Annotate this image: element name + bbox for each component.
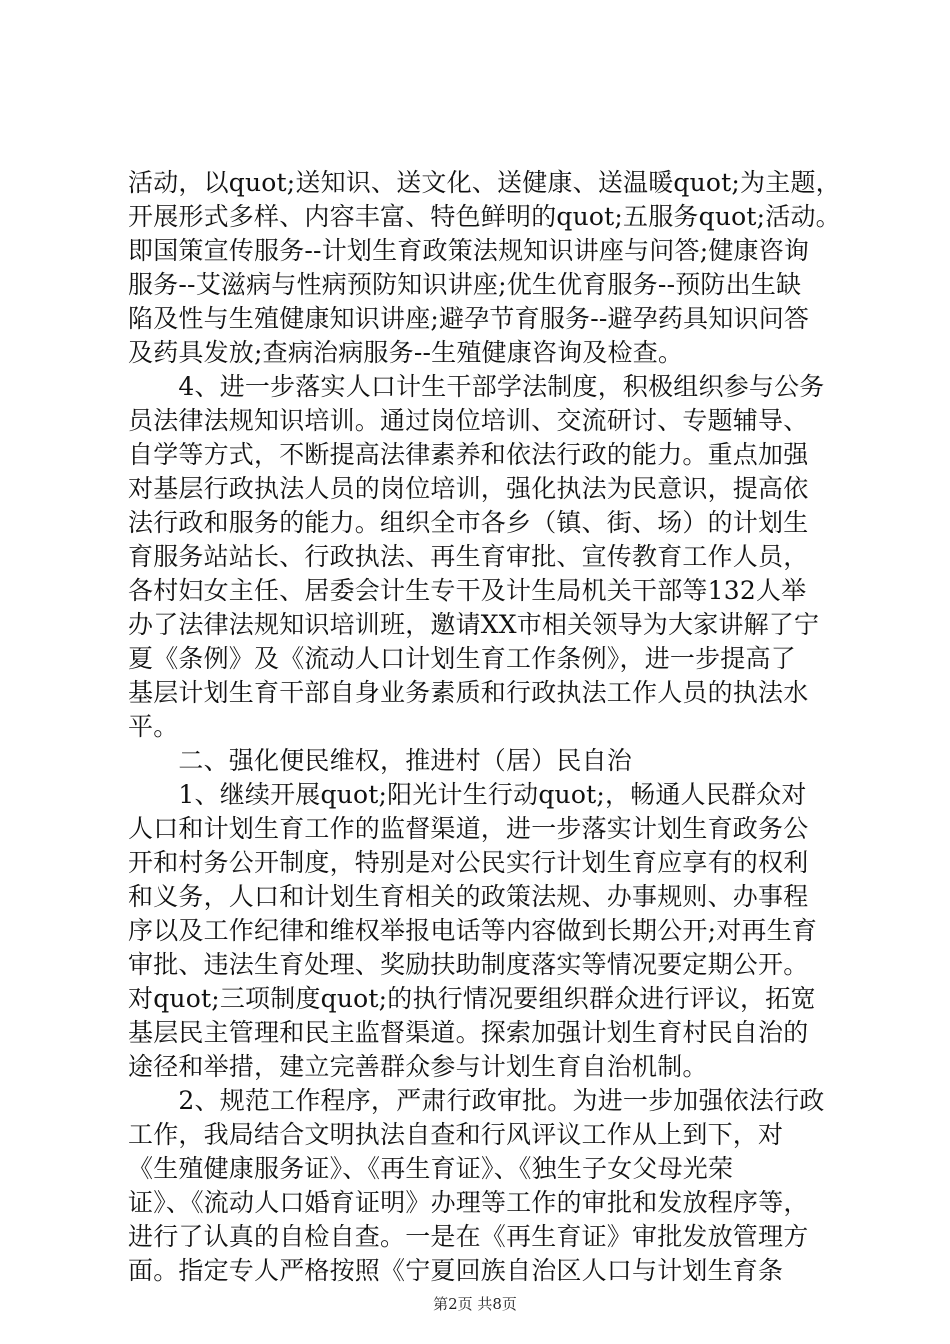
text-line: 基层计划生育干部自身业务素质和行政执法工作人员的执法水 xyxy=(128,678,809,707)
section-heading: 二、强化便民维权，推进村（居）民自治 xyxy=(128,746,633,775)
text-line: 人口和计划生育工作的监督渠道，进一步落实计划生育政务公 xyxy=(128,814,809,843)
text-line: 进行了认真的自检自查。一是在《再生育证》审批发放管理方 xyxy=(128,1222,809,1251)
document-body xyxy=(128,166,841,1288)
text-line: 2、规范工作程序，严肃行政审批。为进一步加强依法行政 xyxy=(128,1086,825,1115)
text-line: 各村妇女主任、居委会计生专干及计生局机关干部等132人举 xyxy=(128,576,807,605)
text-line: 即国策宣传服务--计划生育政策法规知识讲座与问答;健康咨询 xyxy=(128,236,810,265)
page-number: 第2页 共8页 xyxy=(433,1295,517,1313)
text-line: 育服务站站长、行政执法、再生育审批、宣传教育工作人员， xyxy=(128,542,809,571)
text-line: 《生殖健康服务证》、《再生育证》、《独生子女父母光荣 xyxy=(128,1154,734,1183)
text-line: 工作，我局结合文明执法自查和行风评议工作从上到下，对 xyxy=(128,1120,784,1149)
text-line: 法行政和服务的能力。组织全市各乡（镇、街、场）的计划生 xyxy=(128,508,809,537)
text-line: 序以及工作纪律和维权举报电话等内容做到长期公开;对再生育 xyxy=(128,916,818,945)
page-footer xyxy=(0,1294,950,1314)
text-line: 服务--艾滋病与性病预防知识讲座;优生优育服务--预防出生缺 xyxy=(128,270,802,299)
text-line: 4、进一步落实人口计生干部学法制度，积极组织参与公务 xyxy=(128,372,825,401)
text-line: 面。指定专人严格按照《宁夏回族自治区人口与计划生育条 xyxy=(128,1256,784,1285)
text-line: 办了法律法规知识培训班，邀请XX市相关领导为大家讲解了宁 xyxy=(128,610,820,639)
text-line: 和义务，人口和计划生育相关的政策法规、办事规则、办事程 xyxy=(128,882,809,911)
text-line: 途径和举措，建立完善群众参与计划生育自治机制。 xyxy=(128,1052,708,1081)
text-line: 审批、违法生育处理、奖励扶助制度落实等情况要定期公开。 xyxy=(128,950,809,979)
text-line: 证》、《流动人口婚育证明》办理等工作的审批和发放程序等， xyxy=(128,1188,809,1217)
text-line: 陷及性与生殖健康知识讲座;避孕节育服务--避孕药具知识问答 xyxy=(128,304,810,333)
text-line: 夏《条例》及《流动人口计划生育工作条例》，进一步提高了 xyxy=(128,644,796,673)
text-line: 及药具发放;查病治病服务--生殖健康咨询及检查。 xyxy=(128,338,684,367)
text-line: 1、继续开展quot;阳光计生行动quot;，畅通人民群众对 xyxy=(128,780,807,809)
text-line: 平。 xyxy=(128,712,179,741)
text-line: 活动，以quot;送知识、送文化、送健康、送温暖quot;为主题， xyxy=(128,168,841,197)
text-line: 员法律法规知识培训。通过岗位培训、交流研讨、专题辅导、 xyxy=(128,406,809,435)
text-line: 对基层行政执法人员的岗位培训，强化执法为民意识，提高依 xyxy=(128,474,809,503)
text-line: 开展形式多样、内容丰富、特色鲜明的quot;五服务quot;活动。 xyxy=(128,202,841,231)
text-line: 自学等方式，不断提高法律素养和依法行政的能力。重点加强 xyxy=(128,440,809,469)
text-line: 基层民主管理和民主监督渠道。探索加强计划生育村民自治的 xyxy=(128,1018,809,1047)
text-line: 开和村务公开制度，特别是对公民实行计划生育应享有的权利 xyxy=(128,848,809,877)
text-line: 对quot;三项制度quot;的执行情况要组织群众进行评议，拓宽 xyxy=(128,984,816,1013)
